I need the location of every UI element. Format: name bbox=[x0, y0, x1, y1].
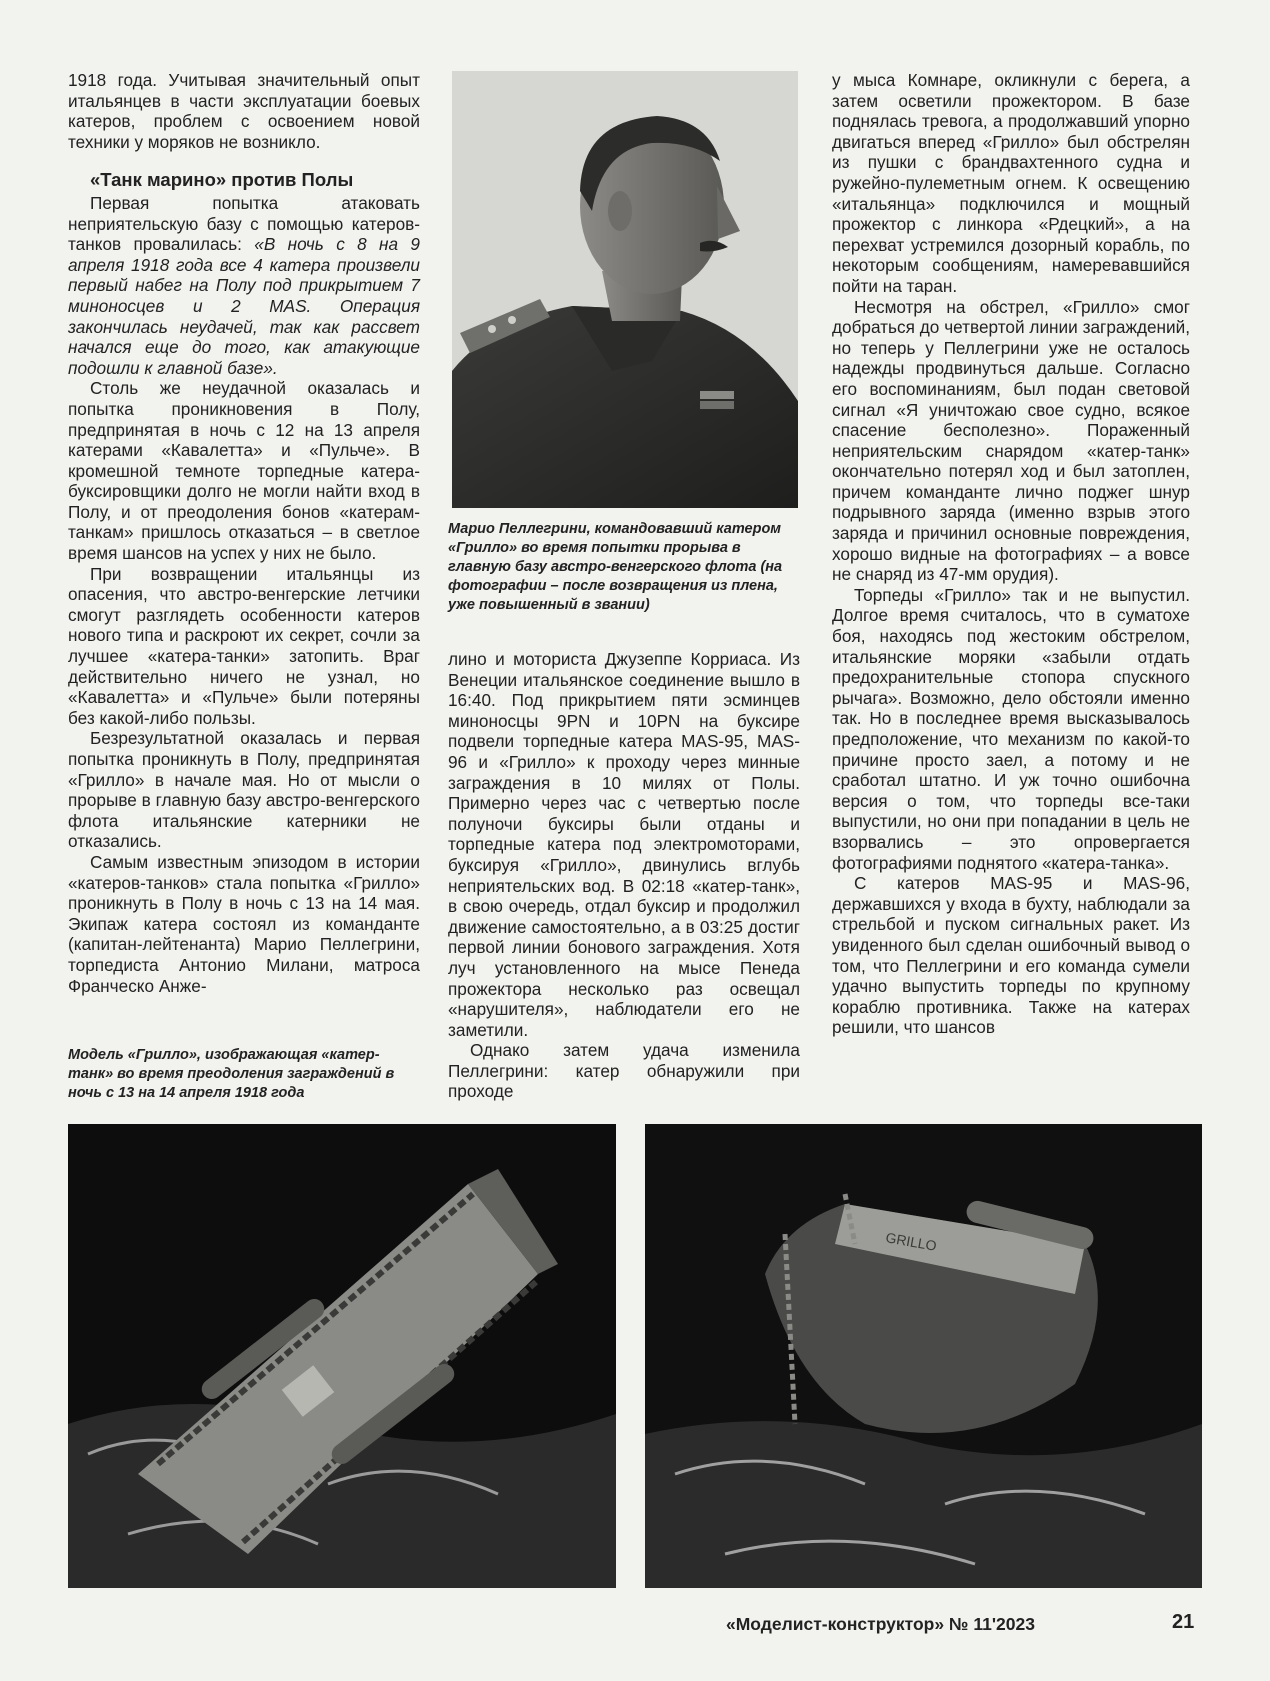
hull-name-text: GRILLO bbox=[884, 1229, 938, 1254]
model-caption: Модель «Грилло», изображающая «катер-танк» во время преодоления заграждений в ночь с 13 на 14 апреля 1918 года bbox=[68, 1047, 395, 1101]
paragraph: Однако затем удача изменила Пеллегрини: катер обнаружили при проходе bbox=[448, 1040, 800, 1102]
paragraph: Самым известным эпизодом в истории «катеров-танков» стала попытка «Грилло» проникнуть в Полу в ночь с 13 на 14 мая. Экипаж катера состоял из команданте (капитан-лейтенанта) Марио Пеллегрини, торпедиста Антонио Милани, матроса Франческо Анже- bbox=[68, 851, 420, 996]
text-column-2 bbox=[448, 649, 800, 1102]
paragraph: При возвращении итальянцы из опасения, что австро-венгерские летчики смогут разглядеть особенности катеров нового типа и раскроют их секрет, сочли за лучшее «катера-танки» затопить. Враг действительно ничего не узнал, но «Кавалетта» и «Пульче» были потеряны без какой-либо пользы. bbox=[68, 563, 420, 728]
paragraph-lead: Первая попытка атаковать неприятельскую базу с помощью катеров-танков провалилась: bbox=[68, 192, 420, 255]
paragraph: С катеров MAS-95 и MAS-96, державшихся у входа в бухту, наблюдали за стрельбой и пуском сигнальных ракет. Из увиденного был сделан ошибочный вывод о том, что Пеллегрини и его команда сумели удачно выпустить торпеды по крупному кораблю противника. Также на катерах решили, что шансов bbox=[832, 873, 1190, 1038]
portrait-illustration bbox=[452, 71, 798, 508]
magazine-title: «Моделист-конструктор» № 11'2023 bbox=[726, 1614, 1035, 1634]
portrait-caption: Марио Пеллегрини, командовавший катером «Грилло» во время попытки прорыва в главную базу австро-венгерского флота (на фотографии – после возвращения из плена, уже повышенный в звании) bbox=[448, 521, 783, 613]
text-column-3 bbox=[832, 70, 1190, 1038]
paragraph bbox=[68, 193, 420, 378]
section-heading: «Танк марино» против Полы bbox=[90, 169, 354, 191]
page-number: 21 bbox=[1172, 1611, 1195, 1633]
model-boat-photo-left bbox=[68, 1124, 616, 1588]
paragraph: у мыса Комнаре, окликнули с берега, а затем осветили прожектором. В базе поднялась тревога, а продолжавший упорно двигаться вперед «Грилло» был обстрелян из пушки с брандвахтенного судна и ружейно-пулеметным огнем. К освещению «итальянца» подключился и мощный прожектор с линкора «Рдецкий», а на перехват устремился дозорный корабль, по некоторым сообщениям, намеревавшийся пойти на таран. bbox=[832, 70, 1190, 296]
paragraph: 1918 года. Учитывая значительный опыт итальянцев в части эксплуатации боевых катеров, проблем с освоением новой техники у моряков не возникло. bbox=[68, 70, 420, 152]
paragraph: лино и моториста Джузеппе Корриаса. Из Венеции итальянское соединение вышло в 16:40. Под прикрытием пяти эсминцев миноносцы 9PN и 10PN на буксире подвели торпедные катера MAS-95, MAS-96 и «Грилло» к проходу через минные заграждения в 10 милях от Полы. Примерно через час с четвертью после полуночи буксиры были отданы и торпедные катера под электромоторами, буксируя «Грилло», двинулись вглубь неприятельских вод. В 02:18 «катер-танк», в свою очередь, отдал буксир и продолжил движение самостоятельно, а в 03:25 достиг первой линии бонового заграждения. Хотя луч установленного на мысе Пенеда прожектора несколько раз освещал «нарушителя», наблюдатели его не заметили. bbox=[448, 649, 800, 1040]
portrait-photo bbox=[452, 71, 798, 508]
quote: «В ночь с 8 на 9 апреля 1918 года все 4 катера произвели первый набег на Полу под прикрытием 7 миноносцев и 2 MAS. Операция закончилась неудачей, так как рассвет начался еще до того, как атакующие подошли к главной базе». bbox=[68, 234, 420, 378]
paragraph: Столь же неудачной оказалась и попытка проникновения в Полу, предпринятая в ночь с 12 на 13 апреля катерами «Кавалетта» и «Пульче». В кромешной темноте торпедные катера-буксировщики долго не могли найти вход в Полу, и от преодоления бонов «катерам-танкам» пришлось отказаться – в светлое время шансов на успех у них не было. bbox=[68, 378, 420, 564]
boat-illustration-left bbox=[68, 1124, 616, 1588]
model-boat-photo-right bbox=[645, 1124, 1202, 1588]
paragraph: Безрезультатной оказалась и первая попытка проникнуть в Полу, предпринятая «Грилло» в начале мая. Но от мысли о прорыве в главную базу австро-венгерского флота итальянские катерники не отказались. bbox=[68, 728, 420, 852]
paragraph: Торпеды «Грилло» так и не выпустил. Долгое время считалось, что в суматохе боя, находясь под жестоким обстрелом, итальянские моряки «забыли отдать предохранительные стопора спускного рычага». Возможно, дело обстояли именно так. Но в последнее время высказывалось предположение, что механизм по какой-то причине просто заел, а потому и не сработал штатно. И уж точно ошибочна версия о том, что торпеды все-таки выпустили, но они при попадании в цель не взорвались – это опровергается фотографиями поднятого «катера-танка». bbox=[832, 584, 1190, 873]
paragraph: Несмотря на обстрел, «Грилло» смог добраться до четвертой линии заграждений, но теперь у Пеллегрини уже не осталось надежды продвинуться дальше. Согласно его воспоминаниям, был подан световой сигнал «Я уничтожаю свое судно, всякое спасение бесполезно». Пораженный неприятельским снарядом «катер-танк» окончательно потерял ход и был затоплен, причем команданте лично поджег шнур подрывного заряда (именно взрыв этого заряда и причинил основные повреждения, хорошо видные на фотографиях – а вовсе не снаряд из 47-мм орудия). bbox=[832, 296, 1190, 585]
boat-illustration-right bbox=[645, 1124, 1202, 1588]
text-column-1 bbox=[68, 70, 420, 996]
